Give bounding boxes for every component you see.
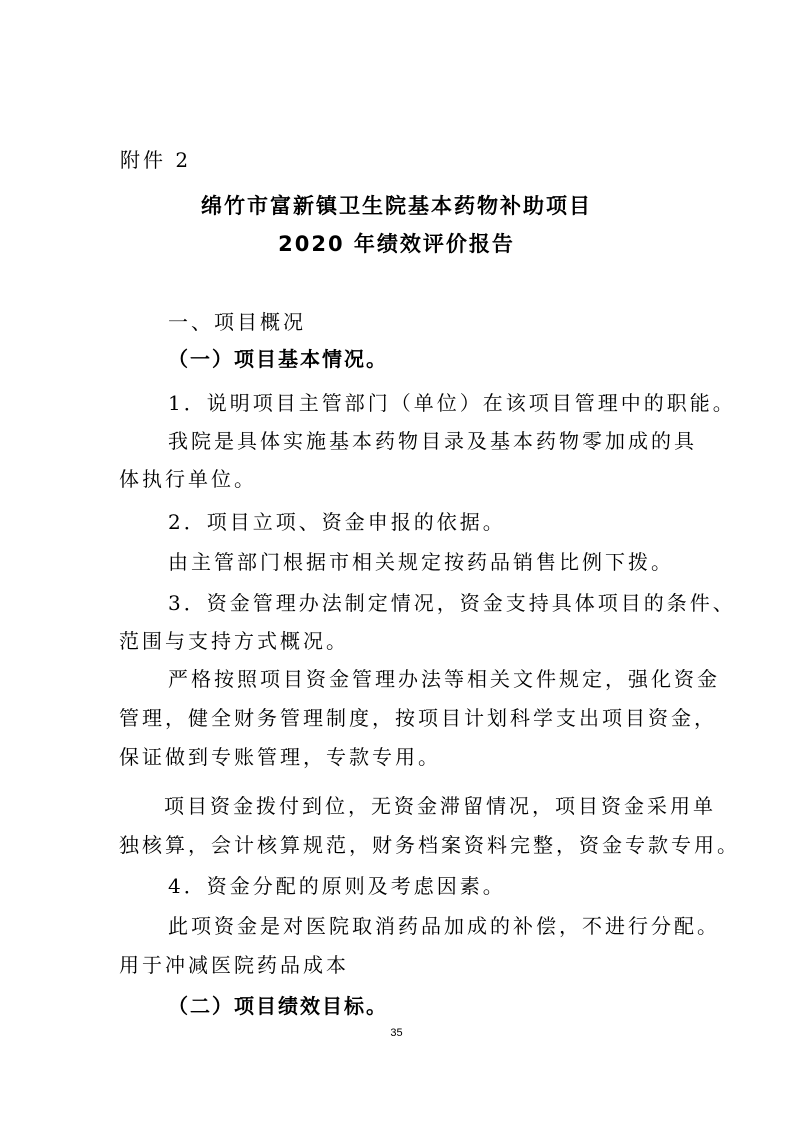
item-4-answer-line-2: 用于冲减医院药品成本 bbox=[119, 953, 349, 977]
item-1-answer-line-2: 体执行单位。 bbox=[119, 467, 257, 491]
item-4-question: 4．资金分配的原则及考虑因素。 bbox=[168, 874, 506, 898]
subsection-heading-basic-info: （一）项目基本情况。 bbox=[168, 347, 388, 371]
subsection-heading-performance-goals: （二）项目绩效目标。 bbox=[168, 994, 388, 1018]
page-number: 35 bbox=[390, 1027, 403, 1039]
section-heading-overview: 一、项目概况 bbox=[168, 310, 306, 334]
item-3-answer-line-1: 严格按照项目资金管理办法等相关文件规定，强化资金 bbox=[168, 667, 720, 691]
item-3-answer-line-3: 保证做到专账管理，专款专用。 bbox=[119, 745, 441, 769]
attachment-label: 附件 2 bbox=[120, 148, 192, 172]
item-2-question: 2．项目立项、资金申报的依据。 bbox=[168, 510, 506, 534]
item-3-answer-line-2: 管理，健全财务管理制度，按项目计划科学支出项目资金， bbox=[119, 706, 717, 730]
item-1-answer-line-1: 我院是具体实施基本药物目录及基本药物零加成的具 bbox=[168, 429, 697, 453]
item-3-funds-line-2: 独核算，会计核算规范，财务档案资料完整，资金专款专用。 bbox=[119, 833, 740, 857]
item-3-funds-line-1: 项目资金拨付到位，无资金滞留情况，项目资金采用单 bbox=[164, 794, 716, 818]
item-3-question-line-1: 3．资金管理办法制定情况，资金支持具体项目的条件、 bbox=[168, 591, 736, 615]
item-2-answer: 由主管部门根据市相关规定按药品销售比例下拨。 bbox=[168, 550, 674, 574]
item-4-answer-line-1: 此项资金是对医院取消药品加成的补偿，不进行分配。 bbox=[168, 914, 720, 938]
item-1-question: 1．说明项目主管部门（单位）在该项目管理中的职能。 bbox=[168, 391, 736, 415]
report-title-line-1: 绵竹市富新镇卫生院基本药物补助项目 bbox=[201, 194, 592, 218]
report-title-line-2: 2020 年绩效评价报告 bbox=[278, 232, 515, 256]
item-3-question-line-2: 范围与支持方式概况。 bbox=[119, 629, 349, 653]
